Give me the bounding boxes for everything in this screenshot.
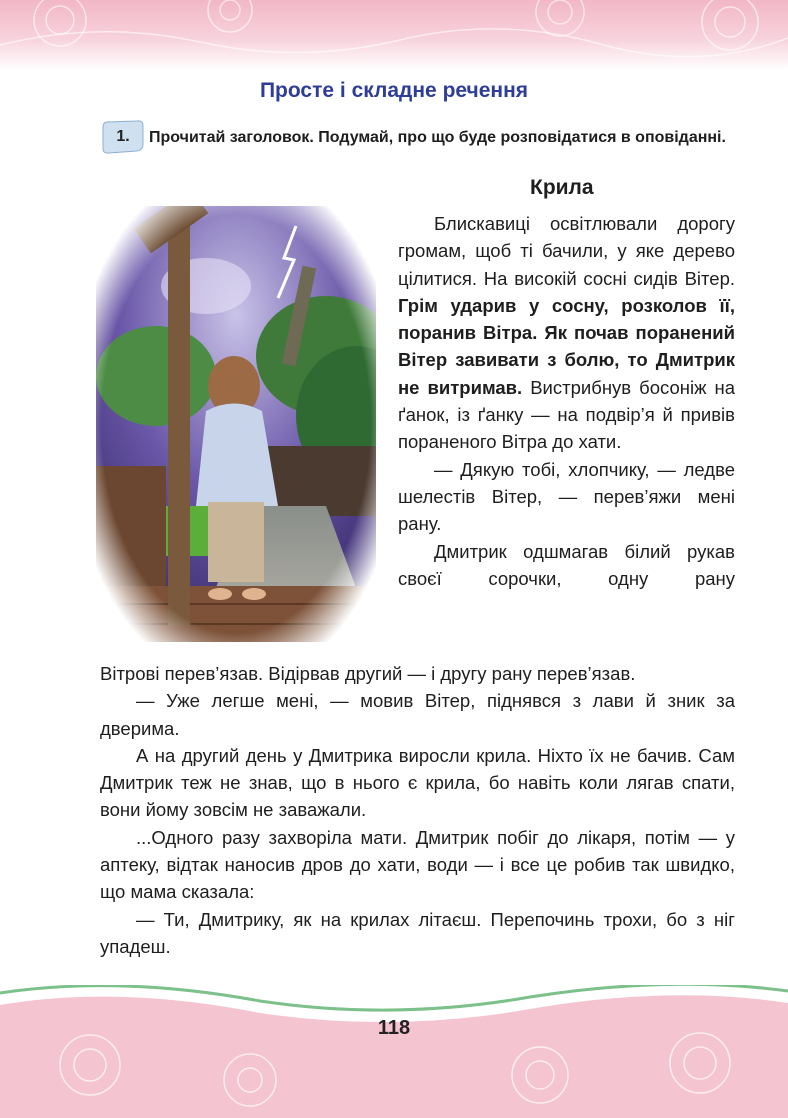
paragraph-1-bold: Грім ударив у сосну, розколов її, поранив Вітра. Як почав поранений Вітер завивати з болю, то Дмитрик не витримав. <box>398 294 735 398</box>
paragraph-5: А на другий день у Дмитрика виросли крила. Ніхто їх не бачив. Сам Дмитрик теж не знав, що в нього є крила, бо навіть коли лягав спати, вони йому зовсім не заважали. <box>100 744 735 821</box>
paragraph-1 <box>398 210 735 456</box>
paragraph-1-start: Блискавиці освітлювали дорогу громам, щоб ті бачили, у яке дерево цілитися. На високій сосні сидів Вітер. <box>398 213 735 289</box>
story-full-width-text <box>100 660 735 960</box>
paragraph-6: ...Одного разу захворіла мати. Дмитрик побіг до лікаря, потім — у аптеку, відтак наносив дров до хати, води — і все це робив так швидко, що мама сказала: <box>100 826 735 903</box>
section-title: Просте і складне речення <box>259 79 529 102</box>
paragraph-4: — Уже легше мені, — мовив Вітер, піднявся з лави й зник за дверима. <box>100 690 735 739</box>
paragraph-3-line-1: Дмитрик одшмагав білий рукав своєї сорочки, одну рану <box>398 540 735 589</box>
story-title: Крила <box>530 176 594 199</box>
task-instruction: Прочитай заголовок. Подумай, про що буде розповідатися в оповіданні. <box>149 129 726 146</box>
paragraph-7: — Ти, Дмитрику, як на крилах літаєш. Перепочинь трохи, бо з ніг упадеш. <box>100 908 735 957</box>
page-number: 118 <box>377 1017 411 1039</box>
lace-pattern-bottom <box>0 985 788 1118</box>
task-number-badge <box>101 118 145 156</box>
paragraph-2: — Дякую тобі, хлопчику, — ледве шелестів Вітер, — перев’яжи мені рану. <box>398 458 735 535</box>
bottom-decorative-band <box>0 985 788 1118</box>
top-decorative-band <box>0 0 788 70</box>
lace-pattern-top <box>0 0 788 70</box>
story-illustration <box>96 206 376 642</box>
task-number: 1. <box>116 128 130 145</box>
paragraph-3-line-2: Вітрові перев’язав. Відірвав другий — і другу рану перев’язав. <box>100 663 636 684</box>
paragraph-1-end: Вистрибнув босоніж на ґанок, із ґанку — на подвір’я й привів пораненого Вітра до хати. <box>398 376 735 453</box>
story-column-text <box>398 210 735 592</box>
